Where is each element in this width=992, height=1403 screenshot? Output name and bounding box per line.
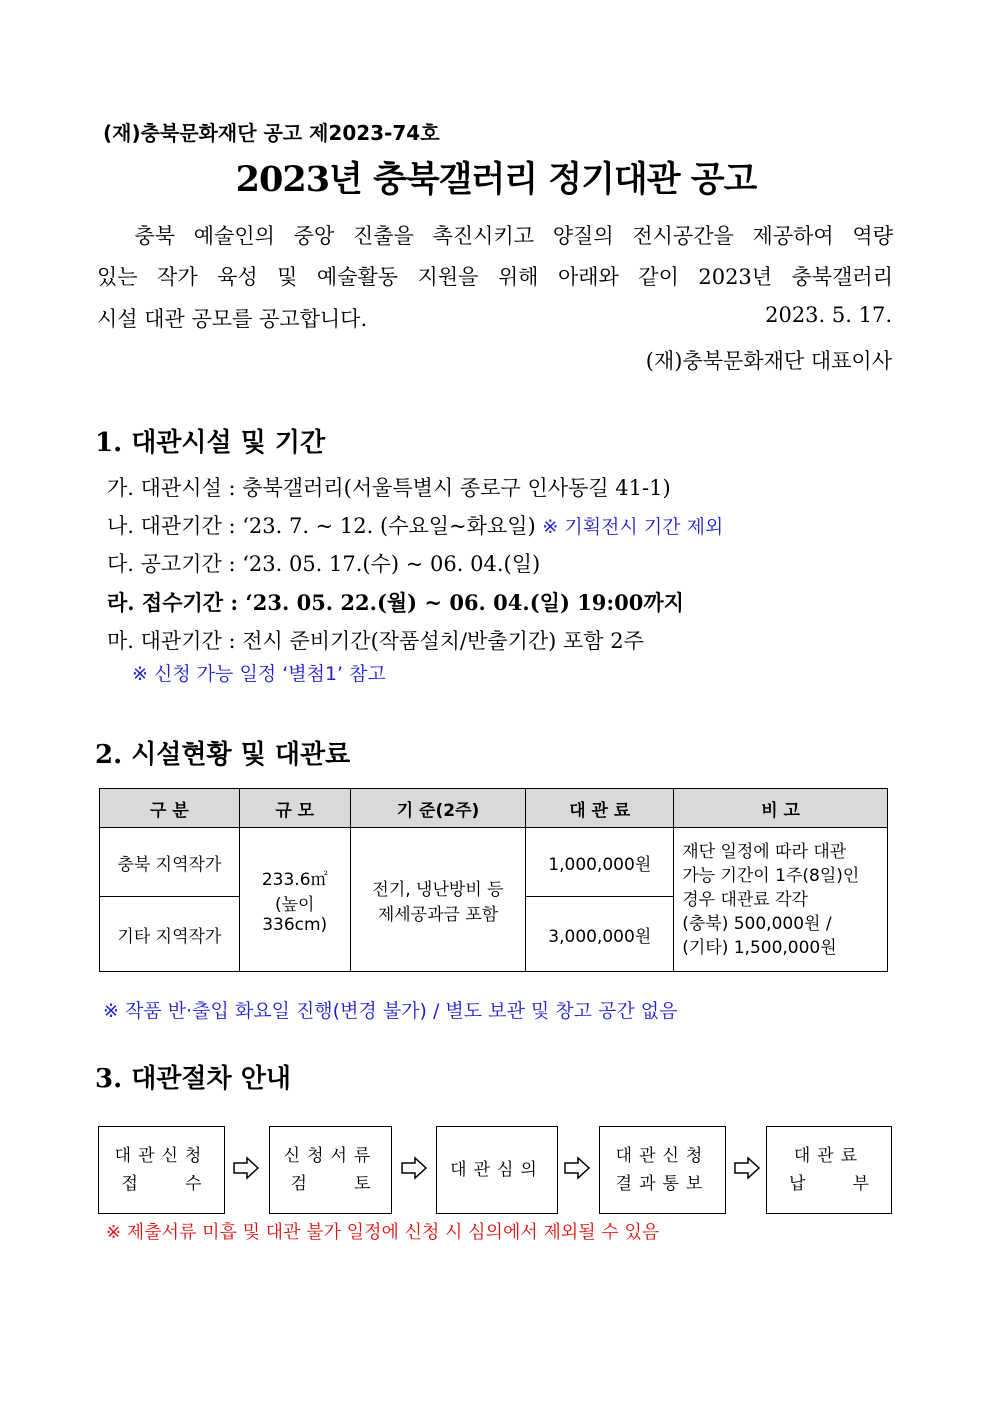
fee-cell: 1,000,000원: [526, 828, 674, 897]
section1-heading: 1. 대관시설 및 기간: [95, 428, 326, 458]
exclusion-note: ※ 기획전시 기간 제외: [542, 516, 724, 538]
schedule-reference-note: ※ 신청 가능 일정 ‘별첨1’ 참고: [132, 663, 386, 685]
fee-cell: 3,000,000원: [526, 897, 674, 972]
step-document-review: 신청서류 검 토: [269, 1126, 392, 1214]
header-fee: 대 관 료: [526, 789, 674, 828]
header-basis: 기 준(2주): [350, 789, 526, 828]
page-title: 2023년 충북갤러리 정기대관 공고: [235, 159, 757, 200]
category-cell: 충북 지역작가: [100, 828, 240, 897]
intro-line-1: 충북 예술인의 중앙 진출을 촉진시키고 양질의 전시공간을 제공하여 역량: [134, 224, 893, 248]
move-in-note: ※ 작품 반·출입 화요일 진행(변경 불가) / 별도 보관 및 창고 공간 없음: [103, 1000, 678, 1022]
rental-duration-item: 마. 대관기간 : 전시 준비기간(작품설치/반출기간) 포함 2주: [107, 629, 644, 653]
arrow-right-icon: [400, 1156, 428, 1180]
intro-line-3: 시설 대관 공모를 공고합니다.: [97, 307, 368, 331]
basis-cell: 전기, 냉난방비 등 제세공과금 포함: [350, 828, 526, 972]
rental-period-item: 나. 대관기간 : ‘23. 7. ~ 12. (수요일~화요일) ※ 기획전시 기간 제외: [107, 514, 724, 538]
step-payment: 대관료 납 부: [766, 1126, 892, 1214]
header-remarks: 비 고: [674, 789, 888, 828]
application-period-item: 라. 접수기간 : ‘23. 05. 22.(월) ~ 06. 04.(일) 19:00까지: [107, 590, 684, 615]
facility-fee-table: [99, 788, 888, 972]
header-scale: 규 모: [239, 789, 350, 828]
step-application: 대관신청 접 수: [98, 1126, 225, 1214]
arrow-right-icon: [733, 1156, 761, 1180]
arrow-right-icon: [563, 1156, 591, 1180]
notice-period-item: 다. 공고기간 : ‘23. 05. 17.(수) ~ 06. 04.(일): [107, 552, 541, 576]
category-cell: 기타 지역작가: [100, 897, 240, 972]
notice-date: 2023. 5. 17.: [765, 303, 892, 327]
header-category: 구 분: [100, 789, 240, 828]
scale-cell: 233.6㎡ (높이 336cm): [239, 828, 350, 972]
section2-heading: 2. 시설현황 및 대관료: [95, 740, 351, 770]
notice-number: (재)충북문화재단 공고 제2023-74호: [103, 121, 440, 145]
step-result-notice: 대관신청 결과통보: [599, 1126, 726, 1214]
facility-item: 가. 대관시설 : 충북갤러리(서울특별시 종로구 인사동길 41-1): [107, 476, 671, 500]
table-row: [100, 828, 888, 897]
exclusion-warning: ※ 제출서류 미흡 및 대관 불가 일정에 신청 시 심의에서 제외될 수 있음: [106, 1222, 660, 1243]
intro-line-2: 있는 작가 육성 및 예술활동 지원을 위해 아래와 같이 2023년 충북갤러리: [97, 265, 893, 289]
issuing-organization: (재)충북문화재단 대표이사: [645, 349, 892, 373]
remarks-cell: 재단 일정에 따라 대관 가능 기간이 1주(8일)인 경우 대관료 각각 (충북) 500,000원 / (기타) 1,500,000원: [674, 828, 888, 972]
section3-heading: 3. 대관절차 안내: [95, 1064, 291, 1094]
table-header-row: [100, 789, 888, 828]
step-screening: 대관심의: [436, 1126, 558, 1214]
arrow-right-icon: [232, 1156, 260, 1180]
